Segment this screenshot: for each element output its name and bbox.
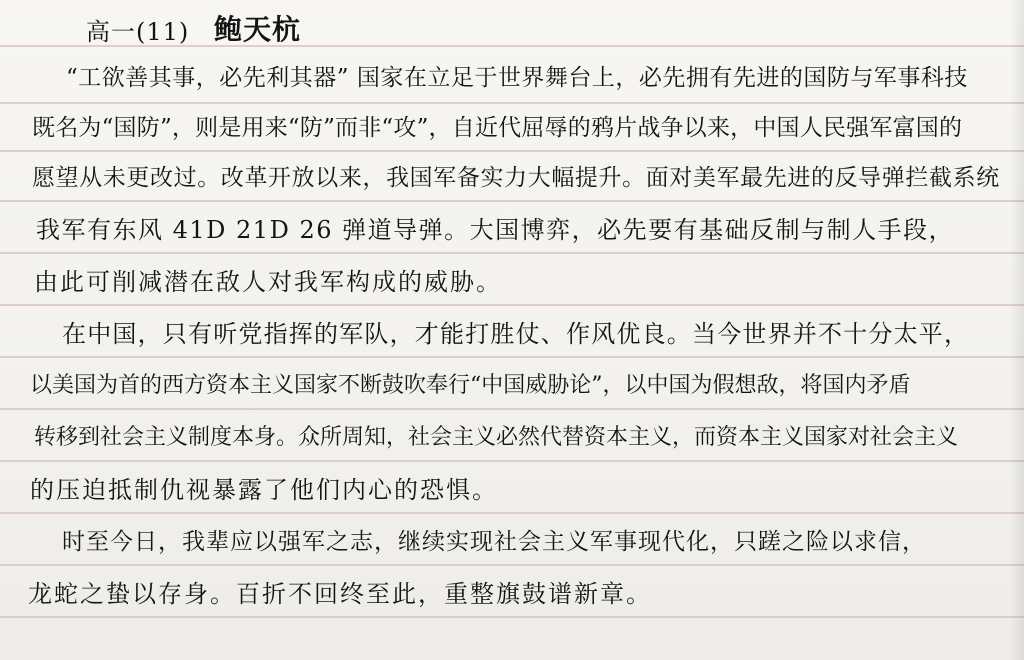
essay-line-2: 既名为“国防”，则是用来“防”而非“攻”，自近代屈辱的鸦片战争以来，中国人民强军富国的: [32, 115, 963, 141]
ruled-line: [0, 252, 1024, 254]
essay-line-9: 的压迫抵制仇视暴露了他们内心的恐惧。: [30, 476, 498, 504]
ruled-line: [0, 356, 1024, 358]
class-label: 高一(11): [86, 18, 190, 46]
ruled-line: [0, 408, 1024, 410]
ruled-line: [0, 512, 1024, 514]
essay-line-3: 愿望从未更改过。改革开放以来，我国军备实力大幅提升。面对美军最先进的反导弹拦截系统: [32, 165, 1000, 191]
essay-line-4: 我军有东风 41D 21D 26 弹道导弹。大国博弈，必先要有基础反制与制人手段，: [36, 216, 955, 244]
essay-line-10: 时至今日，我辈应以强军之志，继续实现社会主义军事现代化，只蹉之险以求信，: [62, 529, 926, 555]
essay-line-5: 由此可削减潜在敌人对我军构成的威胁。: [34, 268, 502, 296]
page-edge-shadow: [1010, 0, 1024, 660]
essay-line-11: 龙蛇之蛰以存身。百折不回终至此，重整旗鼓谱新章。: [28, 580, 652, 608]
ruled-line: [0, 150, 1024, 152]
ruled-line: [0, 200, 1024, 202]
ruled-line: [0, 102, 1024, 104]
essay-line-7: 以美国为首的西方资本主义国家不断鼓吹奉行“中国威胁论”，以中国为假想敌，将国内矛盾: [30, 373, 911, 398]
ruled-line: [0, 564, 1024, 566]
essay-line-6: 在中国，只有听党指挥的军队，才能打胜仗、作风优良。当今世界并不十分太平，: [62, 320, 970, 348]
essay-line-1: “工欲善其事，必先利其器” 国家在立足于世界舞台上，必先拥有先进的国防与军事科技: [66, 65, 968, 91]
ruled-line: [0, 304, 1024, 306]
ruled-line: [0, 460, 1024, 462]
essay-line-8: 转移到社会主义制度本身。众所周知，社会主义必然代替资本主义，而资本主义国家对社会主义: [34, 425, 959, 450]
student-name: 鲍天杭: [214, 13, 302, 46]
ruled-line: [0, 616, 1024, 618]
